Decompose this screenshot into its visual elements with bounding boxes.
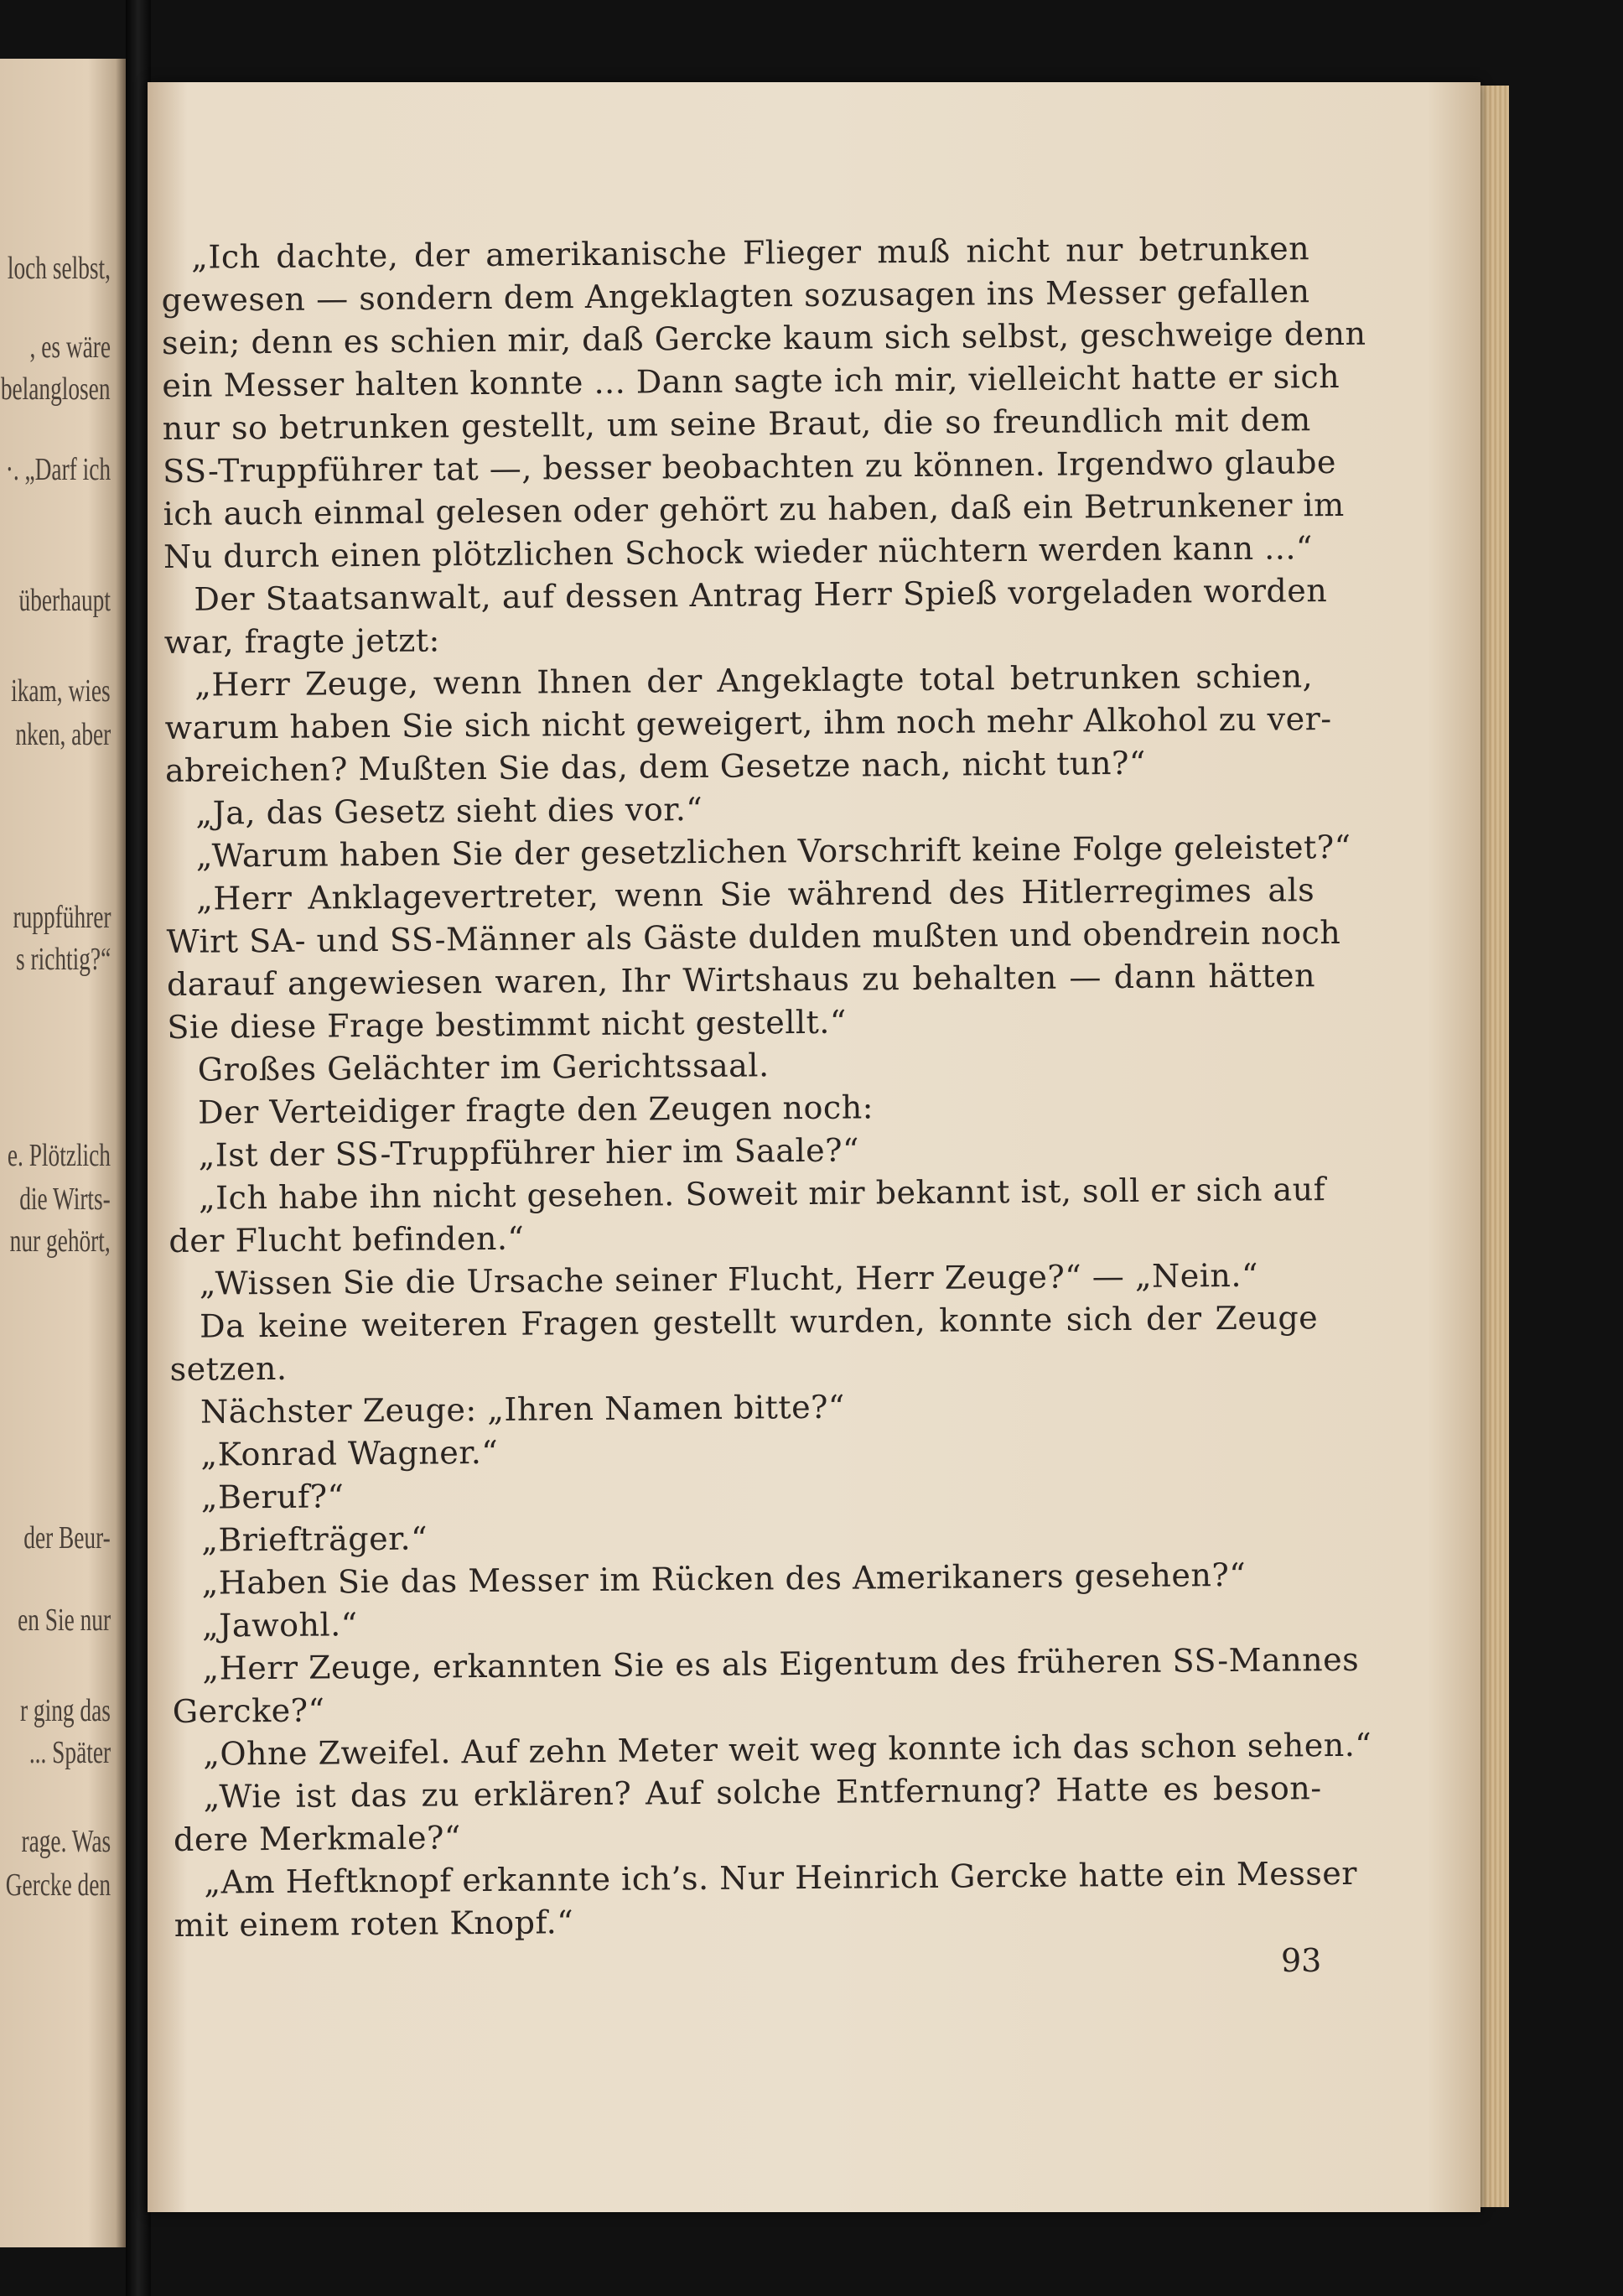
text-line: „Am Heftknopf erkannte ich’s. Nur Heinrich Gercke hatte ein Messer: [204, 1854, 1358, 1901]
left-page-fragment: Gercke den: [5, 1867, 111, 1903]
left-page-fragment: nken, aber: [15, 717, 111, 752]
left-page-fragment: en Sie nur: [18, 1603, 111, 1638]
text-line: sein; denn es schien mir, daß Gercke kaum sich selbst, geschweige denn: [161, 314, 1366, 361]
left-page-fragment: nur gehört,: [9, 1223, 111, 1259]
text-line: abreichen? Mußten Sie das, dem Gesetze nach, nicht tun?“: [164, 744, 1146, 789]
text-line: Der Staatsanwalt, auf dessen Antrag Herr Spieß vorgeladen worden: [194, 572, 1328, 618]
text-line: mit einem roten Knopf.“: [174, 1904, 574, 1944]
left-page-fragment: belanglosen: [1, 371, 111, 407]
text-line: „Ohne Zweifel. Auf zehn Meter weit weg konnte ich das schon sehen.“: [203, 1726, 1372, 1773]
text-line: der Flucht befinden.“: [169, 1219, 525, 1260]
left-page-fragment: der Beur-: [23, 1520, 111, 1556]
text-line: war, fragte jetzt:: [163, 621, 440, 661]
page-number: 93: [1281, 1942, 1322, 1979]
page-edge: [1480, 86, 1509, 2207]
text-line: Nu durch einen plötzlichen Schock wieder nüchtern werden kann ...“: [163, 529, 1314, 575]
page-text: [161, 227, 1372, 1947]
text-line: Da keine weiteren Fragen gestellt wurden, konnte sich der Zeuge: [200, 1299, 1319, 1345]
text-line: gewesen — sondern dem Angeklagten sozusagen ins Messer gefallen: [161, 273, 1310, 319]
text-line: Der Verteidiger fragte den Zeugen noch:: [198, 1088, 874, 1131]
text-line: „Beruf?“: [200, 1478, 345, 1516]
text-line: „Wie ist das zu erklären? Auf solche Entfernung? Hatte es beson-: [203, 1769, 1322, 1816]
text-line: Nächster Zeuge: „Ihren Namen bitte?“: [200, 1388, 846, 1431]
text-line: ein Messer halten konnte ... Dann sagte ich mir, vielleicht hatte er sich: [162, 357, 1340, 404]
text-line: Sie diese Frage bestimmt nicht gestellt.“: [167, 1003, 847, 1046]
text-line: „Wissen Sie die Ursache seiner Flucht, Herr Zeuge?“ — „Nein.“: [199, 1256, 1259, 1302]
text-line: „Ja, das Gesetz sieht dies vor.“: [195, 790, 703, 832]
left-page-fragment: r ging das: [20, 1693, 111, 1728]
text-line: „Warum haben Sie der gesetzlichen Vorschrift keine Folge geleistet?“: [195, 828, 1351, 875]
text-line: darauf angewiesen waren, Ihr Wirtshaus zu behalten — dann hätten: [166, 957, 1316, 1003]
text-line: ich auch einmal gelesen oder gehört zu haben, daß ein Betrunkener im: [163, 486, 1345, 532]
left-page-fragment: loch selbst,: [7, 251, 111, 286]
left-page-fragment: die Wirts-: [19, 1182, 111, 1217]
text-line: nur so betrunken gestellt, um seine Braut, die so freundlich mit dem: [162, 401, 1311, 447]
text-line: Großes Gelächter im Gerichtssaal.: [197, 1047, 770, 1088]
text-line: „Ich habe ihn nicht gesehen. Soweit mir bekannt ist, soll er sich auf: [198, 1171, 1326, 1217]
text-line: „Jawohl.“: [201, 1606, 358, 1644]
left-page-fragment: e. Plötzlich: [7, 1138, 111, 1173]
left-page-fragment: rage. Was: [21, 1824, 111, 1859]
text-line: „Herr Anklagevertreter, wenn Sie während des Hitlerregimes als: [196, 871, 1315, 917]
text-line: warum haben Sie sich nicht geweigert, ihm noch mehr Alkohol zu ver-: [164, 700, 1332, 746]
left-page-fragment: ikam, wies: [11, 673, 111, 709]
left-page: [0, 59, 126, 2247]
text-line: „Ich dachte, der amerikanische Flieger muß nicht nur betrunken: [191, 230, 1310, 276]
text-line: „Ist der SS-Truppführer hier im Saale?“: [198, 1131, 860, 1174]
left-page-fragment: ... Später: [29, 1735, 111, 1770]
left-page-fragment: ruppführer: [13, 900, 111, 935]
text-line: Gercke?“: [172, 1691, 325, 1730]
text-line: „Konrad Wagner.“: [200, 1433, 499, 1473]
text-line: „Haben Sie das Messer im Rücken des Amerikaners gesehen?“: [201, 1556, 1247, 1602]
left-page-fragment: ·. „Darf ich: [5, 452, 111, 487]
left-page-fragment: s richtig?“: [15, 942, 111, 977]
text-line: dere Merkmale?“: [173, 1819, 461, 1858]
text-line: Wirt SA- und SS-Männer als Gäste dulden mußten und obendrein noch: [166, 913, 1341, 960]
text-line: „Herr Zeuge, wenn Ihnen der Angeklagte total betrunken schien,: [194, 657, 1314, 704]
left-page-fragment: überhaupt: [18, 583, 111, 618]
left-page-fragment: , es wäre: [29, 330, 111, 365]
text-line: setzen.: [169, 1349, 288, 1388]
text-line: „Herr Zeuge, erkannten Sie es als Eigentum des früheren SS-Mannes: [202, 1640, 1360, 1687]
text-line: SS-Truppführer tat —, besser beobachten zu können. Irgendwo glaube: [163, 443, 1337, 490]
text-line: „Briefträger.“: [201, 1519, 428, 1559]
